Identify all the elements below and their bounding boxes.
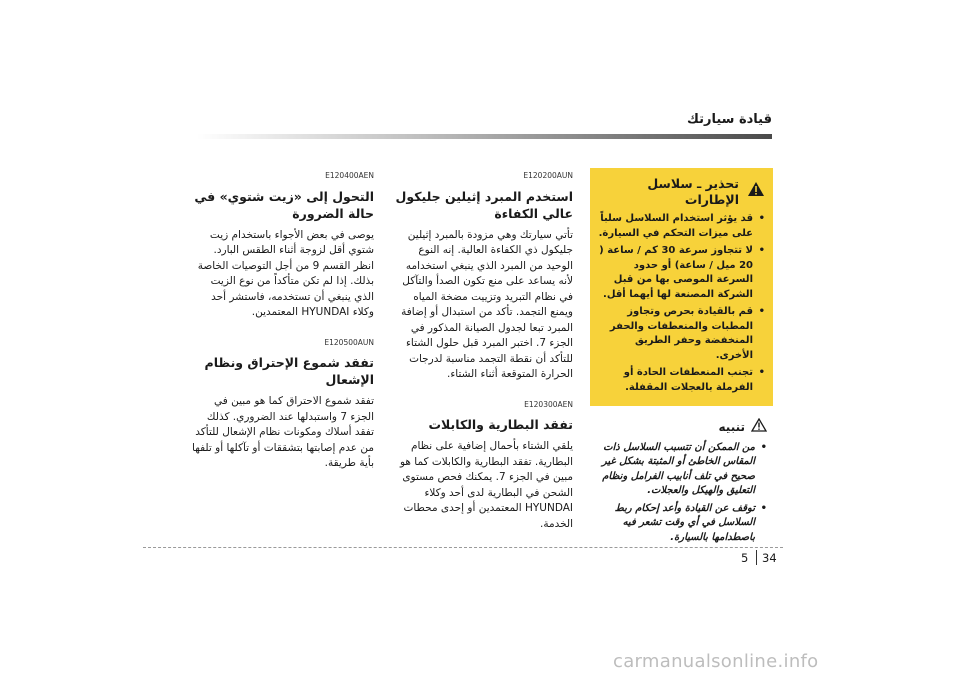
caution-title: تنبيه (718, 420, 745, 434)
caution-triangle-icon (751, 418, 767, 438)
section-title-coolant: استخدم المبرد إثيلين جليكول عالي الكفاءة (395, 188, 573, 221)
page-number: 34 (762, 551, 777, 565)
section-body-winter-oil: يوصى في بعض الأجواء باستخدام زيت شتوي أقل لزوجة أثناء الطقس البارد. انظر القسم 9 من أجل التوصيات الخاصة بذلك. إذا لم تكن متأكداً من نوع الزيت الذي ينبغي أن تستخدمه، فاستشر أحد وكلاء HYUNDAI المعتمدين. (197, 228, 374, 318)
section-number: 5 (741, 551, 749, 565)
footer-dashed-rule (143, 547, 783, 548)
warning-item: • تجنب المنعطفات الحادة أو الفرملة بالعجلات المقفلة. (596, 366, 765, 395)
page-number-divider (756, 550, 757, 565)
warning-item: • قد يؤثر استخدام السلاسل سلباً على ميزات التحكم في السيارة. (596, 212, 765, 241)
section-code: E120300AEN (524, 399, 573, 409)
warning-triangle-icon (747, 181, 765, 203)
header-gradient-rule (197, 134, 772, 139)
warning-item: • قم بالقيادة بحرص وتجاوز المطبات والمنعطفات والحفر المنخفضة وحفر الطريق الأخرى. (596, 305, 765, 363)
section-title-battery: تفقد البطارية والكابلات (428, 417, 573, 432)
warning-item: • لا تتجاوز سرعة 30 كم / ساعة ( 20 ميل / ساعة) أو حدود السرعة الموصى بها من قبل الشركة المصنعة لها أيهما أقل. (596, 244, 765, 302)
section-body-spark-plugs: تفقد شموع الاحتراق كما هو مبين في الجزء 7 واستبدلها عند الضروري. كذلك تفقد أسلاك ومكونات نظام الإشعال للتأكد من عدم إصابتها بتشققات أو تآكلها أو تلفها بأية طريقة. (192, 395, 374, 469)
caution-item: • توقف عن القيادة وأعد إحكام ربط السلاسل في أي وقت تشعر فيه باصطدامها بالسيارة. (594, 502, 767, 546)
right-column (590, 168, 773, 552)
section-title-winter-oil: التحول إلى «زيت شتوي» في حالة الضرورة (194, 188, 374, 221)
caution-item: • من الممكن أن تتسبب السلاسل ذات المقاس الخاطئ أو المثبتة بشكل غير صحيح في تلف أنابيب الفرامل ونظام التعليق والهيكل والعجلات. (594, 441, 767, 499)
page-header (197, 106, 772, 138)
warning-header (596, 176, 765, 207)
left-column (191, 168, 374, 486)
caution-header (594, 418, 767, 438)
section-code: E120400AEN (325, 171, 374, 180)
watermark: carmanualsonline.info (613, 651, 819, 672)
caution-list (594, 441, 767, 546)
warning-list (596, 212, 765, 395)
section-body-coolant: تأتي سيارتك وهي مزودة بالمبرد إثيلين جليكول ذي الكفاءة العالية. إنه النوع الوحيد من المبرد الذي ينبغي استخدامه لأنه يساعد على منع تكون الصدأ والتآكل في نظام التبريد وتزييت مضخة المياه ويمنع التجمد. تأكد من استبدال أو إضافة المبرد تبعا لجدول الصيانة المذكور في الجزء 7. اختبر المبرد قبل حلول الشتاء للتأكد أن نقطة التجمد مناسبة لدرجات الحرارة المتوقعة أثناء الشتاء. (401, 228, 573, 380)
middle-column (392, 168, 573, 546)
section-code: E120500AUN (324, 337, 374, 347)
caution-box (590, 414, 773, 552)
warning-title: تحذير ـ سلاسل الإطارات (647, 176, 739, 207)
chapter-title: قيادة سيارتك (686, 112, 772, 127)
warning-box (590, 168, 773, 406)
section-code: E120200AUN (523, 171, 573, 180)
section-title-spark-plugs: تفقد شموع الإحتراق ونظام الإشعال (204, 355, 374, 387)
section-body-battery: يلقي الشتاء بأحمال إضافية على نظام البطارية. تفقد البطارية والكابلات كما هو مبين في الجزء 7. يمكنك فحص مستوى الشحن في البطارية لدى أحد وكلاء HYUNDAI المعتمدين أو إحدى محطات الخدمة. (399, 440, 573, 530)
